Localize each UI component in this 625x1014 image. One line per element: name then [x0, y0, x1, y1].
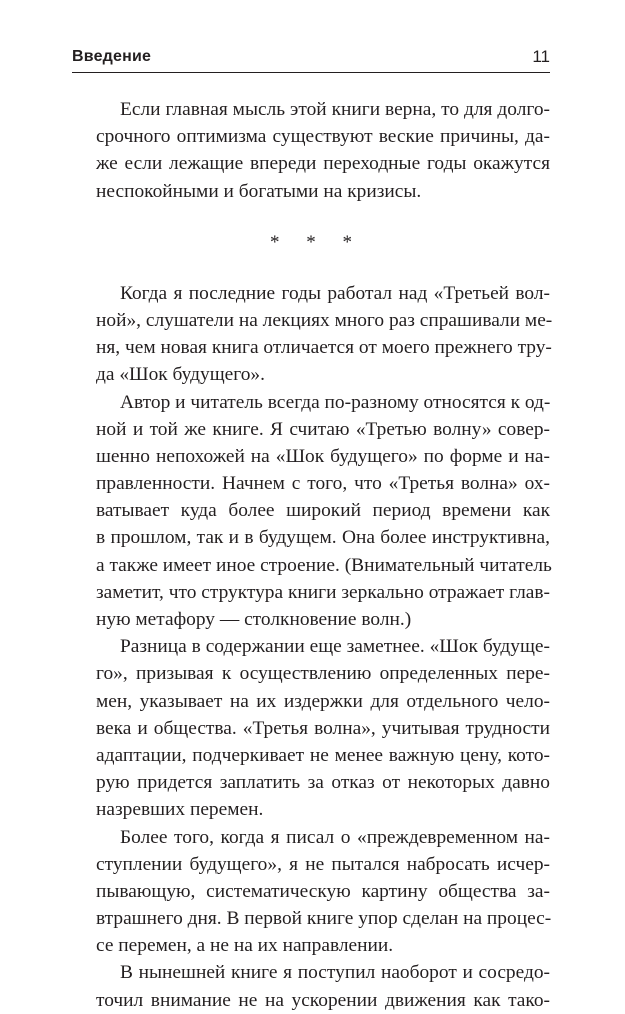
text-line: заметит, что структура книги зеркально отражает глав- — [96, 581, 550, 603]
text-line: рую придется заплатить за отказ от некоторых давно — [96, 772, 550, 794]
text-line: В нынешней книге я поступил наоборот и сосредо- — [120, 962, 550, 984]
page-number: 11 — [532, 47, 550, 66]
section-title: Введение — [72, 48, 152, 65]
body-text — [72, 96, 553, 1014]
text-line: Автор и читатель всегда по-разному относятся к од- — [120, 391, 551, 413]
text-line: мен, указывает на их издержки для отдельного чело- — [96, 690, 550, 712]
text-line: ватывает куда более широкий период времени как — [96, 500, 550, 522]
paragraph — [72, 959, 550, 1013]
text-line: шенно непохожей на «Шок будущего» по форме и на- — [96, 445, 550, 467]
paragraph — [72, 389, 550, 634]
text-line: Более того, когда я писал о «преждевременном на- — [120, 826, 550, 848]
running-head — [72, 46, 550, 68]
text-line: а также имеет иное строение. (Внимательный читатель — [96, 554, 552, 576]
text-line: да «Шок будущего». — [96, 364, 265, 386]
text-line: ную метафору — столкновение волн.) — [96, 609, 412, 630]
text-line: в прошлом, так и в будущем. Она более инструктивна, — [96, 527, 550, 549]
text-line: века и общества. «Третья волна», учитывая трудности — [96, 717, 550, 739]
text-line: втрашнего дня. В первой книге упор сделан на процес- — [96, 908, 552, 930]
text-line: Когда я последние годы работал над «Третьей вол- — [120, 282, 550, 304]
text-line: назревших перемен. — [96, 799, 264, 821]
section-separator: * * * — [270, 231, 363, 253]
text-line: ной и той же книге. Я считаю «Третью волну» совер- — [96, 418, 550, 440]
paragraph — [72, 280, 553, 389]
text-line: адаптации, подчеркивает не менее важную цену, кото- — [96, 744, 550, 766]
text-line: го», призывая к осуществлению определенных пере- — [96, 663, 550, 685]
paragraph — [72, 96, 550, 205]
text-line: ступлении будущего», я не пытался набросать исчер- — [96, 853, 550, 875]
text-line: пывающую, систематическую картину общества за- — [96, 880, 550, 902]
text-line: точил внимание не на ускорении движения как тако- — [96, 989, 550, 1011]
text-line: ня, чем новая книга отличается от моего прежнего тру- — [96, 337, 552, 359]
text-line: неспокойными и богатыми на кризисы. — [96, 180, 422, 202]
paragraph — [72, 824, 550, 960]
text-line: Если главная мысль этой книги верна, то для долго- — [120, 99, 550, 120]
paragraph — [72, 633, 550, 823]
text-line: правленности. Начнем с того, что «Третья волна» ох- — [96, 473, 550, 495]
text-line: же если лежащие впереди переходные годы окажутся — [96, 153, 550, 175]
text-line: ной», слушатели на лекциях много раз спрашивали ме- — [96, 309, 553, 331]
text-line: срочного оптимизма существуют веские причины, да- — [96, 126, 550, 148]
header-rule — [72, 72, 550, 73]
text-line: Разница в содержании еще заметнее. «Шок будуще- — [120, 636, 550, 658]
text-line: се перемен, а не на их направлении. — [96, 935, 394, 957]
